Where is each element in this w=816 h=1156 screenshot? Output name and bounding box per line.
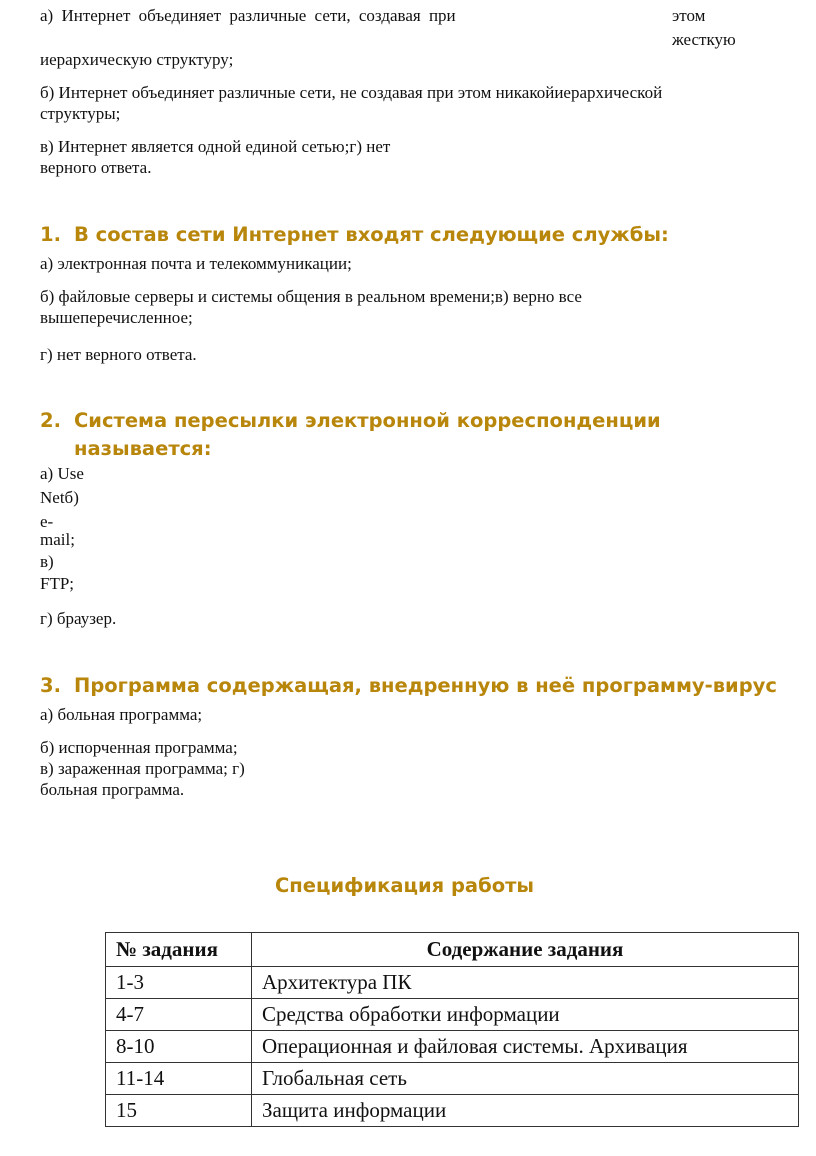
q2-option-line: а) Use — [40, 464, 84, 483]
q0-option-a-word: этом — [672, 6, 706, 25]
task-content-cell: Защита информации — [252, 1095, 799, 1127]
q0-option-a-cont: иерархическую структуру; — [40, 50, 234, 69]
q2-option-line: e- — [40, 512, 54, 531]
table-row — [106, 1095, 799, 1127]
q1-option-d: г) нет верного ответа. — [40, 345, 197, 364]
task-content-cell: Операционная и файловая системы. Архивация — [252, 1031, 799, 1063]
task-content-cell: Архитектура ПК — [252, 967, 799, 999]
q1-title: В состав сети Интернет входят следующие службы: — [74, 223, 669, 246]
header-task-content: Содержание задания — [252, 933, 799, 967]
q3-option-c-cont: больная программа. — [40, 780, 185, 799]
q0-option-c-cont: верного ответа. — [40, 158, 152, 177]
q3-title: Программа содержащая, внедренную в неё программу-вирус — [74, 674, 777, 697]
table-row — [106, 1063, 799, 1095]
task-content-cell: Глобальная сеть — [252, 1063, 799, 1095]
task-content-cell: Средства обработки информации — [252, 999, 799, 1031]
q2-option-line: Netб) — [40, 488, 79, 507]
spec-table — [105, 932, 799, 1127]
spec-title: Спецификация работы — [275, 874, 535, 897]
task-number-cell: 4-7 — [106, 999, 252, 1031]
q1-heading — [40, 222, 669, 247]
q0-option-a-word: жесткую — [672, 30, 736, 49]
q3-heading — [40, 673, 777, 698]
table-row — [106, 1031, 799, 1063]
q3-option-b: б) испорченная программа; — [40, 738, 238, 757]
task-number-cell: 11-14 — [106, 1063, 252, 1095]
q1-number: 1. — [40, 223, 61, 246]
q0-option-b: б) Интернет объединяет различные сети, не создавая при этом никакойиерархической — [40, 83, 663, 102]
q3-option-c: в) зараженная программа; г) — [40, 759, 245, 778]
header-task-number: № задания — [106, 933, 252, 967]
q2-title-cont: называется: — [74, 437, 212, 460]
q0-option-a: а) Интернет объединяет различные сети, создавая при — [40, 6, 456, 25]
task-number-cell: 15 — [106, 1095, 252, 1127]
q2-number: 2. — [40, 409, 61, 432]
q2-heading — [40, 408, 661, 433]
q3-option-a: а) больная программа; — [40, 705, 203, 724]
q2-option-line: mail; — [40, 530, 75, 549]
q2-title: Система пересылки электронной корреспонденции — [74, 409, 661, 432]
table-row — [106, 999, 799, 1031]
q0-option-c: в) Интернет является одной единой сетью;г) нет — [40, 137, 391, 156]
q3-number: 3. — [40, 674, 61, 697]
q2-option-line: в) — [40, 552, 54, 571]
q0-option-b-cont: структуры; — [40, 104, 121, 123]
table-header-row — [106, 933, 799, 967]
task-number-cell: 8-10 — [106, 1031, 252, 1063]
q2-option-d: г) браузер. — [40, 609, 117, 628]
task-number-cell: 1-3 — [106, 967, 252, 999]
q2-option-line: FTP; — [40, 574, 75, 593]
q1-option-b: б) файловые серверы и системы общения в реальном времени;в) верно все — [40, 287, 582, 306]
q1-option-a: а) электронная почта и телекоммуникации; — [40, 254, 352, 273]
q1-option-b-cont: вышеперечисленное; — [40, 308, 193, 327]
table-row — [106, 967, 799, 999]
